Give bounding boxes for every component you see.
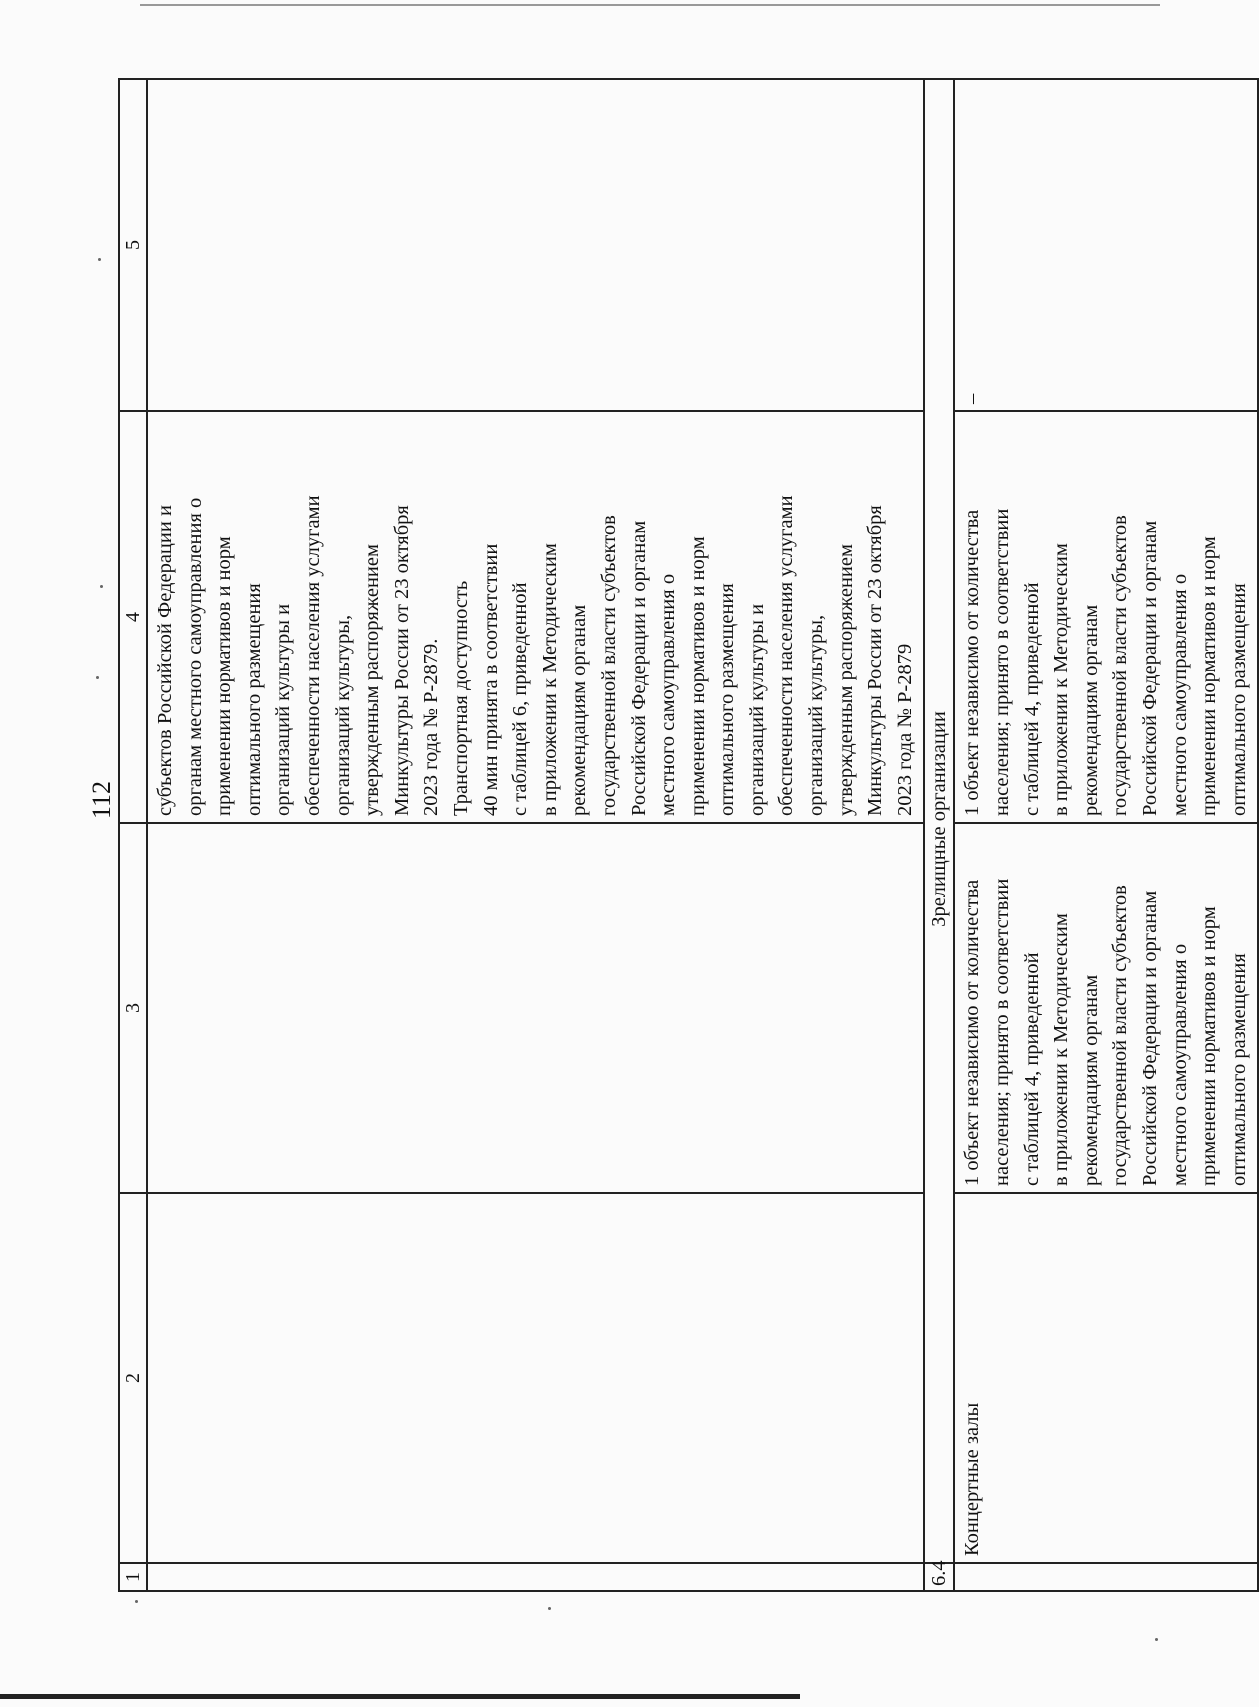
section-title-cell <box>924 79 954 1563</box>
document-table <box>118 78 1259 1592</box>
cell-col-2 <box>954 1193 1258 1563</box>
header-row <box>119 79 147 1591</box>
header-col-5: 5 <box>119 79 147 411</box>
cell-text: 1 объект независимо от количества населения; принято в соответствии с таблицей 4, приведенной в приложении к Методическим рекомендациям органам государственной власти субъектов Российской Федерации и органам местного самоуправления о применении нормативов и норм оптимального размещения <box>961 878 1250 1186</box>
section-title: Зрелищные организации <box>928 711 951 927</box>
cell-text: 1 объект независимо от количества населения; принято в соответствии с таблицей 4, приведенной в приложении к Методическим рекомендациям органам государственной власти субъектов Российской Федерации и органам местного самоуправления о применении нормативов и норм оптимального размещения <box>961 508 1250 816</box>
header-col-3: 3 <box>119 823 147 1193</box>
page-number: 112 <box>87 780 116 820</box>
section-number: 6.4 <box>924 1563 954 1591</box>
scan-speck <box>100 585 103 588</box>
scan-bottom-line <box>0 1694 800 1699</box>
scan-speck <box>96 676 99 679</box>
cell-col-4 <box>954 411 1258 823</box>
cell-col-5 <box>954 79 1258 411</box>
scan-speck <box>135 1600 138 1603</box>
header-col-2: 2 <box>119 1193 147 1563</box>
cell-col-5 <box>147 79 924 411</box>
rotated-table-container <box>118 80 1250 1592</box>
continued-row <box>147 79 924 1591</box>
scan-speck <box>1155 1638 1158 1641</box>
scan-speck <box>98 258 101 261</box>
facility-name: Концертные залы <box>961 1402 984 1556</box>
header-col-4: 4 <box>119 411 147 823</box>
cell-text: – <box>961 393 984 404</box>
cell-col-1 <box>147 1563 924 1591</box>
scan-speck <box>548 1607 551 1610</box>
cell-col-3 <box>147 823 924 1193</box>
header-col-1: 1 <box>119 1563 147 1591</box>
cell-col-1 <box>954 1563 1258 1591</box>
cell-col-4 <box>147 411 924 823</box>
table-row <box>954 79 1258 1591</box>
cell-text: субъектов Российской Федерации и органам местного самоуправления о применении нормативов и норм оптимального размещения организаций культуры и обеспеченности населения услугами организаций культуры, утвержденным распоряжением Минкультуры России от 23 октября 2023 года № Р-2879. Транспортная доступность 40 мин принята в соответствии с таблицей 6, приведенной в приложении к Методическим рекомендациям органам государственной власти субъектов Российской Федерации и органам местного самоуправления о применении нормативов и норм оптимального размещения организаций культуры и обеспеченности населения услугами организаций культуры, утвержденным распоряжением Минкультуры России от 23 октября 2023 года № Р-2879 <box>154 495 916 816</box>
scan-top-line <box>140 4 1160 6</box>
section-row <box>924 79 954 1591</box>
cell-col-3 <box>954 823 1258 1193</box>
cell-col-2 <box>147 1193 924 1563</box>
